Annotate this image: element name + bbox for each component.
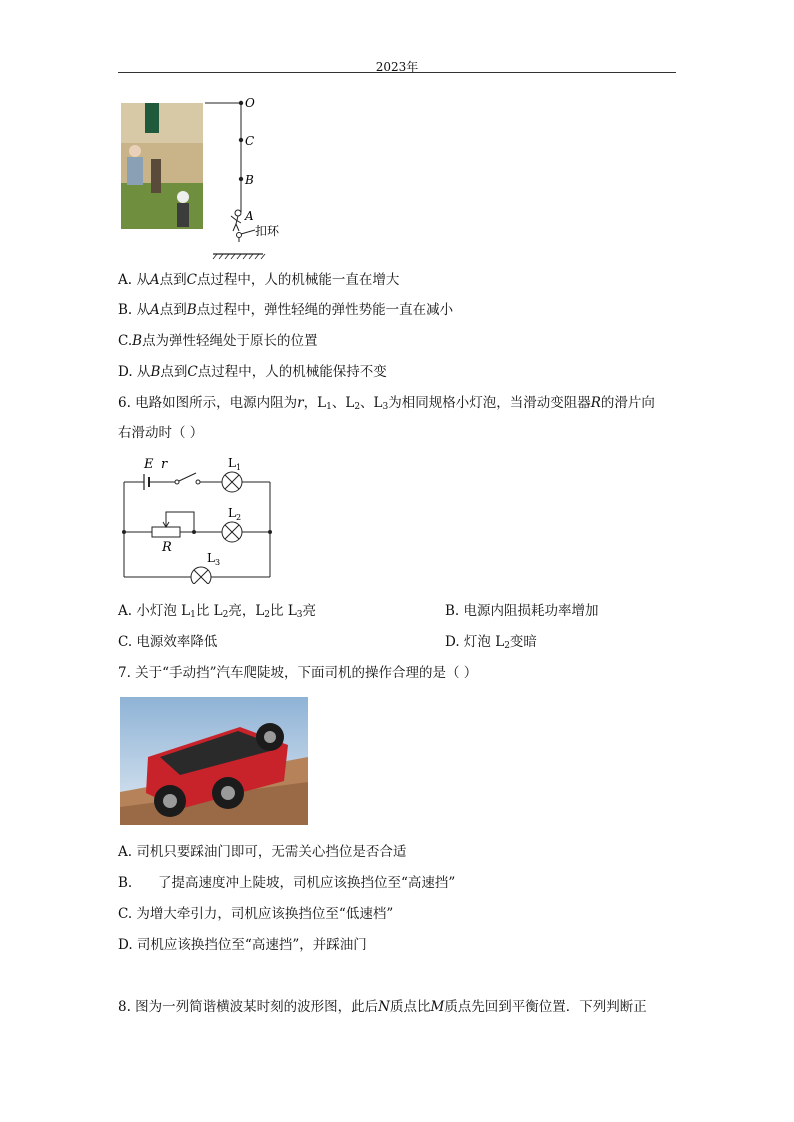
bungee-diagram (205, 94, 305, 264)
q7-option-b[interactable]: B. 了提高速度冲上陡坡，司机应该换挡位至“高速挡” (118, 875, 456, 891)
svg-text:1: 1 (236, 463, 242, 472)
point-o (239, 101, 243, 105)
label-r-internal: r (161, 457, 168, 472)
q6-stem-line2: 右滑动时（ ） (118, 425, 204, 441)
label-a: A (245, 209, 254, 223)
q5-option-b[interactable]: B. 从A点到B点过程中，弹性轻绳的弹性势能一直在减小 (118, 302, 454, 318)
q7-option-c[interactable]: C. 为增大牵引力，司机应该换挡位至“低速档” (118, 906, 394, 922)
label-b: B (245, 173, 254, 187)
bungee-photo (121, 103, 203, 229)
q5-option-d[interactable]: D. 从B点到C点过程中，人的机械能保持不变 (118, 364, 387, 380)
circuit-diagram (118, 452, 278, 584)
q6-option-d[interactable]: D. 灯泡 $L_2$变暗 (445, 634, 537, 651)
label-l3: L (207, 551, 215, 565)
q5-option-c[interactable]: C.B点为弹性轻绳处于原长的位置 (118, 333, 318, 349)
label-l2: L (228, 506, 236, 520)
q7-option-a[interactable]: A. 司机只要踩油门即可，无需关心挡位是否合适 (118, 844, 407, 860)
header-rule (118, 72, 676, 73)
label-e: E (144, 457, 154, 472)
label-ring: 扣环 (255, 224, 280, 238)
q6-stem-line1: 6. 电路如图所示，电源内阻为r，$L_1$、$L_2$、$L_3$为相同规格小灯泡，当滑动变阻器R的滑片向 (118, 395, 655, 412)
svg-text:3: 3 (215, 558, 221, 567)
svg-text:2: 2 (236, 513, 242, 522)
point-b (239, 177, 243, 181)
q7-option-d[interactable]: D. 司机应该换挡位至“高速挡”，并踩油门 (118, 937, 367, 953)
point-c (239, 138, 243, 142)
q6-option-b[interactable]: B. 电源内阻损耗功率增加 (445, 603, 599, 619)
jeep-photo (120, 697, 308, 825)
label-l1: L (228, 456, 236, 470)
label-o: O (245, 96, 255, 110)
q6-option-a[interactable]: A. 小灯泡 $L_1$比 $L_2$亮，$L_2$比 $L_3$亮 (118, 603, 317, 620)
q7-stem: 7. 关于“手动挡”汽车爬陡坡，下面司机的操作合理的是（ ） (118, 665, 478, 681)
q5-option-a[interactable]: A. 从A点到C点过程中，人的机械能一直在增大 (118, 272, 400, 288)
label-c: C (245, 134, 255, 148)
label-r-rheostat: R (162, 540, 172, 555)
q6-option-c[interactable]: C. 电源效率降低 (118, 634, 218, 650)
page-header: 2023年 (375, 60, 419, 74)
q8-stem: 8. 图为一列简谐横波某时刻的波形图，此后N质点比M质点先回到平衡位置．下列判断正 (118, 999, 647, 1015)
